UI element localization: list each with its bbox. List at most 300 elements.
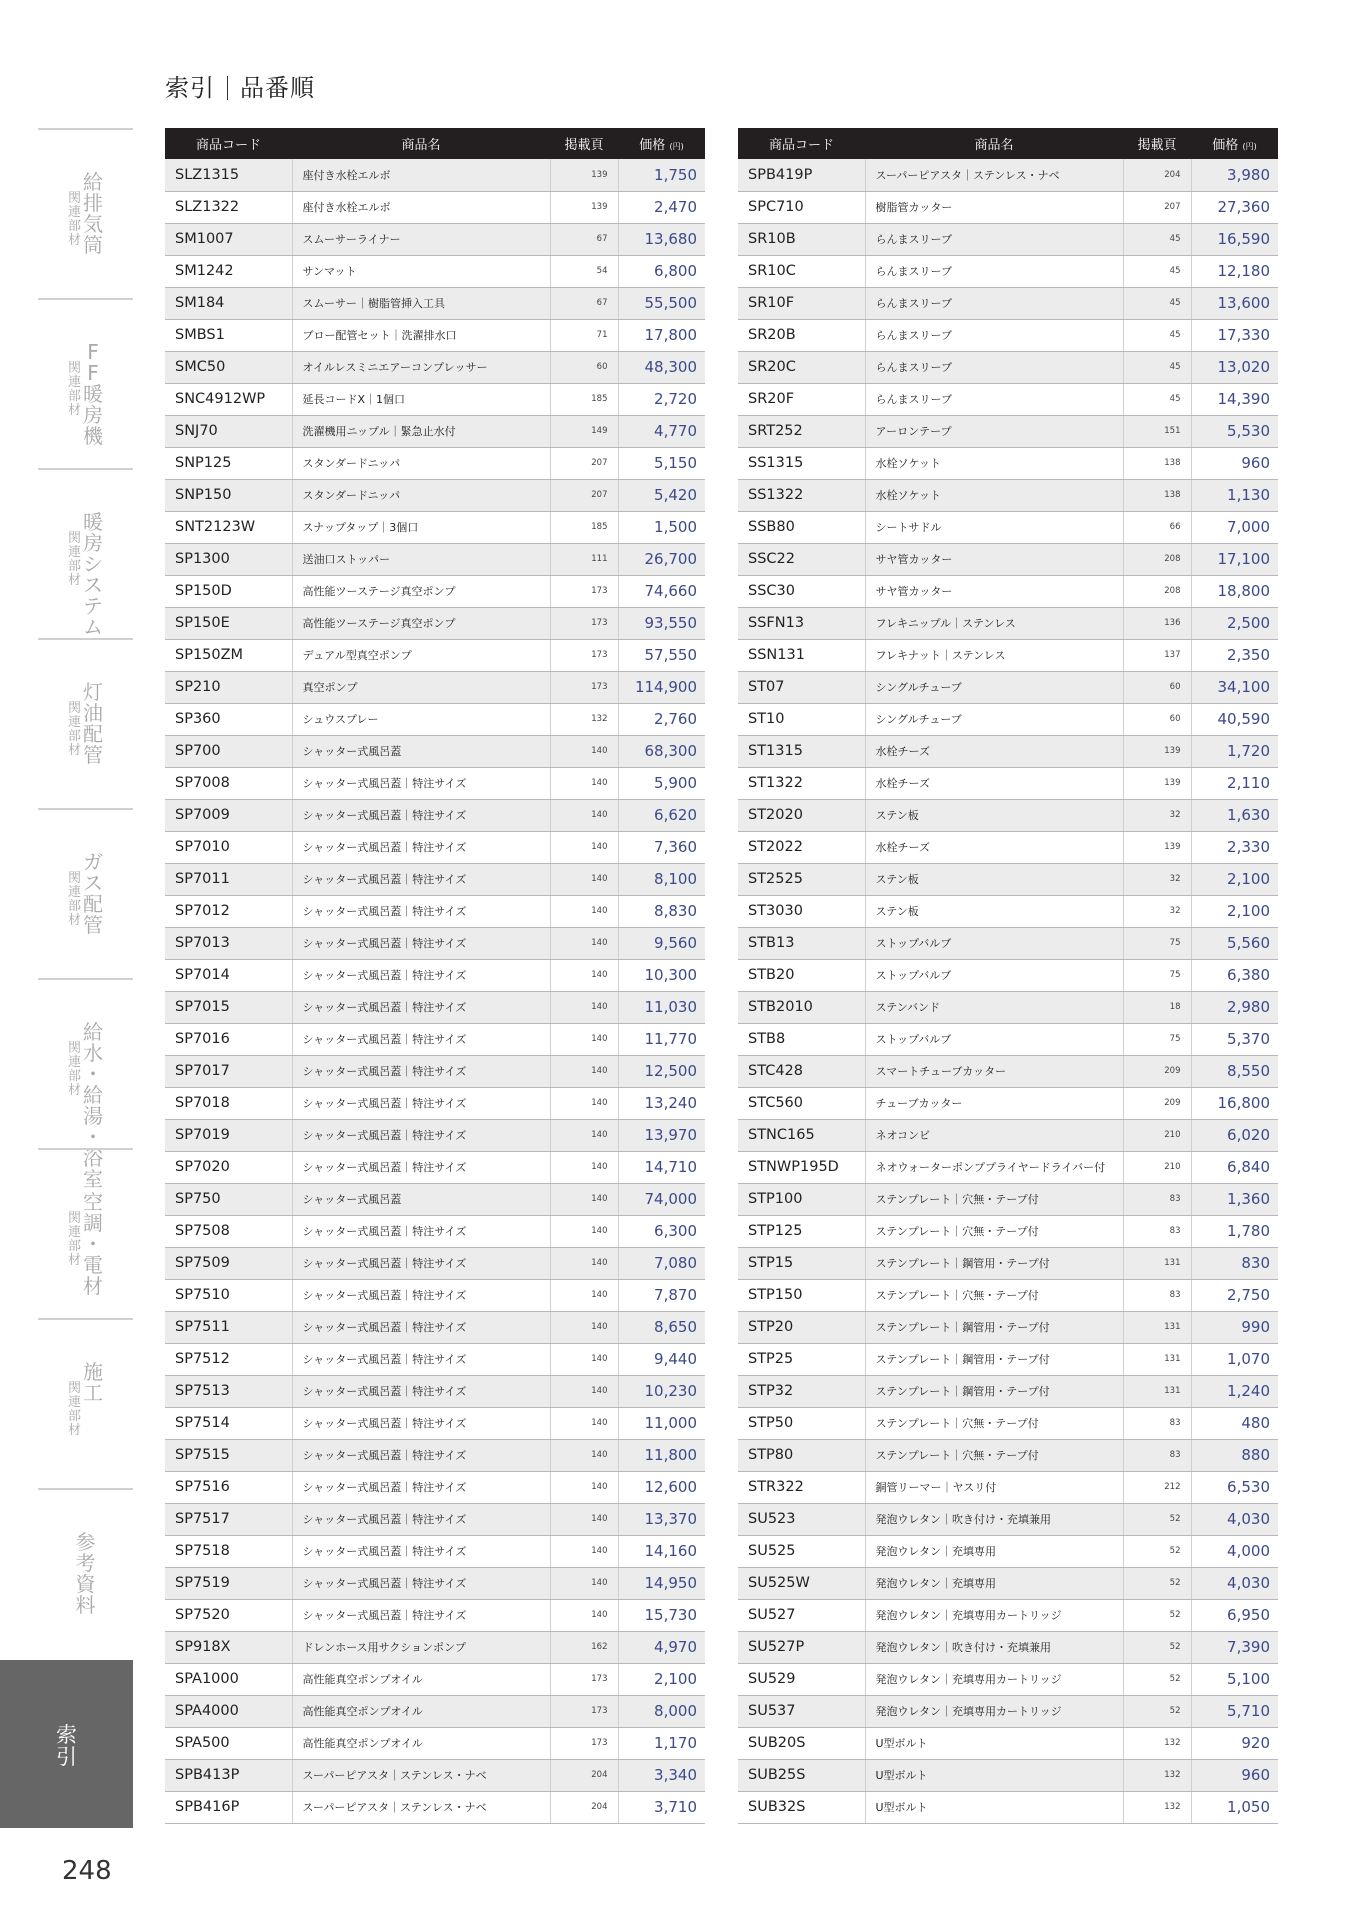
product-name: サヤ管カッター (865, 575, 1123, 607)
page-ref: 140 (550, 1567, 618, 1599)
page-ref: 140 (550, 1503, 618, 1535)
price-value: 93,550 (618, 607, 705, 639)
page-ref: 207 (550, 447, 618, 479)
table-row (165, 959, 705, 991)
page-ref: 83 (1123, 1215, 1191, 1247)
side-tab-sublabel: 関 連 部 材 (67, 1381, 81, 1438)
price-value: 6,020 (1191, 1119, 1278, 1151)
product-code: STC428 (738, 1055, 865, 1087)
product-code: STNWP195D (738, 1151, 865, 1183)
product-code: SP7010 (165, 831, 292, 863)
product-name: 発泡ウレタン｜充填専用カートリッジ (865, 1663, 1123, 1695)
product-name: 真空ポンプ (292, 671, 550, 703)
price-value: 3,980 (1191, 159, 1278, 191)
price-value: 18,800 (1191, 575, 1278, 607)
product-name: スーパーピアスタ｜ステンレス・ナベ (292, 1791, 550, 1823)
table-row (738, 1343, 1278, 1375)
product-code: STR322 (738, 1471, 865, 1503)
product-code: SP7015 (165, 991, 292, 1023)
product-code: SRT252 (738, 415, 865, 447)
page-ref: 71 (550, 319, 618, 351)
product-code: SNC4912WP (165, 383, 292, 415)
price-value: 5,370 (1191, 1023, 1278, 1055)
table-row (165, 1791, 705, 1823)
product-name: シャッター式風呂蓋｜特注サイズ (292, 991, 550, 1023)
product-code: SP7520 (165, 1599, 292, 1631)
product-name: スムーサーライナー (292, 223, 550, 255)
product-code: SNJ70 (165, 415, 292, 447)
table-row (165, 1535, 705, 1567)
side-tab-6[interactable] (38, 978, 133, 1191)
page-ref: 139 (550, 159, 618, 191)
product-name: シャッター式風呂蓋｜特注サイズ (292, 959, 550, 991)
col-header-code: 商品コード (738, 128, 865, 159)
page-ref: 32 (1123, 895, 1191, 927)
table-row (738, 511, 1278, 543)
table-row (165, 1119, 705, 1151)
product-code: SLZ1315 (165, 159, 292, 191)
price-value: 4,030 (1191, 1503, 1278, 1535)
side-tab-8[interactable] (38, 1318, 133, 1490)
product-name: ストップバルブ (865, 1023, 1123, 1055)
table-header-row (738, 128, 1278, 159)
product-name: アーロンテープ (865, 415, 1123, 447)
price-value: 1,360 (1191, 1183, 1278, 1215)
page-number: 248 (62, 1856, 112, 1886)
product-name: らんまスリーブ (865, 255, 1123, 287)
product-code: SP7509 (165, 1247, 292, 1279)
product-code: SP7514 (165, 1407, 292, 1439)
price-value: 1,500 (618, 511, 705, 543)
side-tab-label: 灯 油 配 管 (83, 680, 103, 767)
table-row (738, 1087, 1278, 1119)
side-tab-sublabel: 関 連 部 材 (67, 871, 81, 928)
product-code: ST2022 (738, 831, 865, 863)
side-tab-label: ガ ス 配 管 (83, 850, 103, 937)
table-row (165, 511, 705, 543)
product-code: SPB419P (738, 159, 865, 191)
product-name: ステン板 (865, 799, 1123, 831)
product-name: スマートチューブカッター (865, 1055, 1123, 1087)
product-code: SP7516 (165, 1471, 292, 1503)
price-value: 11,800 (618, 1439, 705, 1471)
price-value: 12,600 (618, 1471, 705, 1503)
table-row (738, 959, 1278, 991)
side-tab-label: F F 暖 房 機 (83, 340, 103, 448)
price-value: 880 (1191, 1439, 1278, 1471)
price-value: 1,720 (1191, 735, 1278, 767)
page-ref: 140 (550, 1311, 618, 1343)
table-row (165, 1663, 705, 1695)
product-code: STP50 (738, 1407, 865, 1439)
page-ref: 111 (550, 543, 618, 575)
product-code: SP7013 (165, 927, 292, 959)
product-name: シャッター式風呂蓋｜特注サイズ (292, 1279, 550, 1311)
price-value: 2,470 (618, 191, 705, 223)
product-name: 高性能ツーステージ真空ポンプ (292, 575, 550, 607)
table-row (165, 799, 705, 831)
product-name: シャッター式風呂蓋｜特注サイズ (292, 927, 550, 959)
col-header-code: 商品コード (165, 128, 292, 159)
price-value: 6,950 (1191, 1599, 1278, 1631)
product-code: SP7009 (165, 799, 292, 831)
price-value: 4,030 (1191, 1567, 1278, 1599)
price-value: 13,240 (618, 1087, 705, 1119)
product-name: ステン板 (865, 895, 1123, 927)
page-ref: 131 (1123, 1375, 1191, 1407)
product-code: STB2010 (738, 991, 865, 1023)
table-row (165, 1151, 705, 1183)
product-code: STP150 (738, 1279, 865, 1311)
product-name: ステンプレート｜穴無・テープ付 (865, 1215, 1123, 1247)
table-row (738, 1471, 1278, 1503)
price-value: 2,350 (1191, 639, 1278, 671)
product-name: デュアル型真空ポンプ (292, 639, 550, 671)
page-ref: 140 (550, 735, 618, 767)
page-ref: 136 (1123, 607, 1191, 639)
table-row (738, 1759, 1278, 1791)
side-tab-label: 空 調 ・ 電 材 (83, 1190, 103, 1298)
table-row (165, 1471, 705, 1503)
side-tab-5[interactable] (38, 808, 133, 980)
product-name: スタンダードニッパ (292, 479, 550, 511)
price-value: 6,300 (618, 1215, 705, 1247)
product-code: SM184 (165, 287, 292, 319)
product-code: ST2525 (738, 863, 865, 895)
price-value: 40,590 (1191, 703, 1278, 735)
side-tab-7[interactable] (38, 1148, 133, 1320)
product-name: 発泡ウレタン｜充填専用カートリッジ (865, 1599, 1123, 1631)
product-code: SUB25S (738, 1759, 865, 1791)
table-row (738, 447, 1278, 479)
table-row (165, 767, 705, 799)
price-value: 74,660 (618, 575, 705, 607)
product-code: STC560 (738, 1087, 865, 1119)
price-value: 74,000 (618, 1183, 705, 1215)
page-ref: 132 (1123, 1727, 1191, 1759)
table-row (165, 543, 705, 575)
price-value: 4,000 (1191, 1535, 1278, 1567)
price-value: 17,330 (1191, 319, 1278, 351)
product-code: SU523 (738, 1503, 865, 1535)
product-code: SS1322 (738, 479, 865, 511)
table-row (738, 1599, 1278, 1631)
page-ref: 139 (1123, 735, 1191, 767)
price-value: 16,590 (1191, 223, 1278, 255)
page-ref: 75 (1123, 1023, 1191, 1055)
product-name: ストップバルブ (865, 959, 1123, 991)
product-name: スタンダードニッパ (292, 447, 550, 479)
product-code: SPB413P (165, 1759, 292, 1791)
side-tab-4[interactable] (38, 638, 133, 810)
product-name: ドレンホース用サクションポンプ (292, 1631, 550, 1663)
side-tab-nav (0, 0, 133, 1920)
table-row (165, 671, 705, 703)
table-row (738, 1567, 1278, 1599)
page-ref: 209 (1123, 1087, 1191, 1119)
page-ref: 140 (550, 1151, 618, 1183)
price-value: 14,710 (618, 1151, 705, 1183)
table-row (165, 1695, 705, 1727)
product-name: U型ボルト (865, 1727, 1123, 1759)
product-name: 水栓ソケット (865, 479, 1123, 511)
page-ref: 18 (1123, 991, 1191, 1023)
table-row (738, 255, 1278, 287)
product-name: U型ボルト (865, 1759, 1123, 1791)
product-name: らんまスリーブ (865, 383, 1123, 415)
product-code: SP7518 (165, 1535, 292, 1567)
side-tab-1[interactable] (38, 128, 133, 300)
product-name: シュウスプレー (292, 703, 550, 735)
product-name: 樹脂管カッター (865, 191, 1123, 223)
table-row (738, 319, 1278, 351)
table-row (738, 479, 1278, 511)
price-value: 7,080 (618, 1247, 705, 1279)
price-value: 11,030 (618, 991, 705, 1023)
page-ref: 173 (550, 607, 618, 639)
product-code: SNP125 (165, 447, 292, 479)
price-value: 9,440 (618, 1343, 705, 1375)
table-row (738, 1407, 1278, 1439)
table-row (165, 319, 705, 351)
product-name: 発泡ウレタン｜吹き付け・充填兼用 (865, 1503, 1123, 1535)
price-value: 5,420 (618, 479, 705, 511)
side-tab-10[interactable] (0, 1660, 133, 1828)
product-name: らんまスリーブ (865, 319, 1123, 351)
product-code: SPA1000 (165, 1663, 292, 1695)
price-value: 5,100 (1191, 1663, 1278, 1695)
table-row (165, 1311, 705, 1343)
page-ref: 131 (1123, 1247, 1191, 1279)
page-ref: 140 (550, 863, 618, 895)
product-code: ST3030 (738, 895, 865, 927)
product-name: シャッター式風呂蓋｜特注サイズ (292, 895, 550, 927)
page-ref: 52 (1123, 1695, 1191, 1727)
table-row (738, 735, 1278, 767)
product-name: らんまスリーブ (865, 351, 1123, 383)
side-tab-sublabel: 関 連 部 材 (67, 1211, 81, 1268)
table-row (165, 191, 705, 223)
price-value: 57,550 (618, 639, 705, 671)
page-ref: 140 (550, 1343, 618, 1375)
page-ref: 131 (1123, 1343, 1191, 1375)
product-code: SP1300 (165, 543, 292, 575)
product-name: 水栓ソケット (865, 447, 1123, 479)
table-row (165, 1407, 705, 1439)
page-ref: 52 (1123, 1663, 1191, 1695)
table-row (165, 1215, 705, 1247)
product-name: シャッター式風呂蓋 (292, 735, 550, 767)
page-ref: 210 (1123, 1151, 1191, 1183)
table-row (165, 575, 705, 607)
side-tab-sublabel: 関 連 部 材 (67, 531, 81, 588)
price-value: 8,550 (1191, 1055, 1278, 1087)
product-code: SU525 (738, 1535, 865, 1567)
price-value: 12,500 (618, 1055, 705, 1087)
product-name: サヤ管カッター (865, 543, 1123, 575)
side-tab-9[interactable] (38, 1488, 133, 1662)
page-ref: 45 (1123, 287, 1191, 319)
table-row (165, 703, 705, 735)
product-code: SU527 (738, 1599, 865, 1631)
table-row (165, 415, 705, 447)
page-ref: 173 (550, 1695, 618, 1727)
product-code: SSFN13 (738, 607, 865, 639)
price-value: 2,750 (1191, 1279, 1278, 1311)
side-tab-2[interactable] (38, 298, 133, 470)
price-value: 8,830 (618, 895, 705, 927)
product-code: SP7011 (165, 863, 292, 895)
table-row (165, 1503, 705, 1535)
product-code: SPC710 (738, 191, 865, 223)
price-value: 5,150 (618, 447, 705, 479)
price-value: 2,100 (618, 1663, 705, 1695)
product-name: シャッター式風呂蓋｜特注サイズ (292, 1151, 550, 1183)
page-ref: 140 (550, 1599, 618, 1631)
side-tab-label: 給 水 ・ 給 湯 ・ 浴 室 (83, 1020, 103, 1191)
product-code: SP750 (165, 1183, 292, 1215)
table-row (165, 1567, 705, 1599)
product-code: ST10 (738, 703, 865, 735)
product-name: ステンプレート｜穴無・テープ付 (865, 1279, 1123, 1311)
page-ref: 52 (1123, 1503, 1191, 1535)
product-code: SP150ZM (165, 639, 292, 671)
table-row (738, 1055, 1278, 1087)
product-name: 洗濯機用ニップル｜緊急止水付 (292, 415, 550, 447)
product-name: 座付き水栓エルボ (292, 159, 550, 191)
price-value: 1,050 (1191, 1791, 1278, 1823)
product-code: SSB80 (738, 511, 865, 543)
side-tab-3[interactable] (38, 468, 133, 640)
product-code: SR10C (738, 255, 865, 287)
product-name: チューブカッター (865, 1087, 1123, 1119)
product-name: ストップバルブ (865, 927, 1123, 959)
table-row (738, 1663, 1278, 1695)
product-code: SMBS1 (165, 319, 292, 351)
price-value: 3,710 (618, 1791, 705, 1823)
page-ref: 140 (550, 1279, 618, 1311)
price-value: 960 (1191, 447, 1278, 479)
price-value: 13,970 (618, 1119, 705, 1151)
product-name: らんまスリーブ (865, 287, 1123, 319)
price-value: 13,680 (618, 223, 705, 255)
page-ref: 139 (550, 191, 618, 223)
product-code: SP7510 (165, 1279, 292, 1311)
table-row (738, 159, 1278, 191)
product-code: SPA500 (165, 1727, 292, 1759)
price-value: 8,100 (618, 863, 705, 895)
price-value: 990 (1191, 1311, 1278, 1343)
page-ref: 140 (550, 895, 618, 927)
price-value: 1,240 (1191, 1375, 1278, 1407)
index-table-right (738, 128, 1278, 1824)
product-name: シャッター式風呂蓋｜特注サイズ (292, 1055, 550, 1087)
product-code: SR10F (738, 287, 865, 319)
table-row (738, 543, 1278, 575)
page-ref: 131 (1123, 1311, 1191, 1343)
product-code: SR20F (738, 383, 865, 415)
price-value: 7,360 (618, 831, 705, 863)
page-ref: 32 (1123, 863, 1191, 895)
product-code: SP7513 (165, 1375, 292, 1407)
side-tab-sublabel: 関 連 部 材 (67, 701, 81, 758)
product-code: STP25 (738, 1343, 865, 1375)
page-ref: 140 (550, 927, 618, 959)
page-ref: 66 (1123, 511, 1191, 543)
page-ref: 139 (1123, 831, 1191, 863)
table-row (738, 1535, 1278, 1567)
page-ref: 83 (1123, 1183, 1191, 1215)
product-code: SP7519 (165, 1567, 292, 1599)
table-row (738, 1215, 1278, 1247)
price-value: 12,180 (1191, 255, 1278, 287)
page-ref: 210 (1123, 1119, 1191, 1151)
table-row (165, 255, 705, 287)
table-row (165, 1087, 705, 1119)
table-row (165, 479, 705, 511)
price-value: 6,530 (1191, 1471, 1278, 1503)
product-code: SP7012 (165, 895, 292, 927)
product-code: SU527P (738, 1631, 865, 1663)
product-code: SP150D (165, 575, 292, 607)
page-ref: 75 (1123, 927, 1191, 959)
price-value: 48,300 (618, 351, 705, 383)
product-code: SPA4000 (165, 1695, 292, 1727)
product-name: シャッター式風呂蓋｜特注サイズ (292, 863, 550, 895)
page-ref: 60 (1123, 703, 1191, 735)
col-header-page: 掲載頁 (550, 128, 618, 159)
table-row (165, 735, 705, 767)
product-name: ステンプレート｜鋼管用・テープ付 (865, 1375, 1123, 1407)
product-name: オイルレスミニエアーコンプレッサー (292, 351, 550, 383)
table-header-row (165, 128, 705, 159)
product-code: SP7517 (165, 1503, 292, 1535)
table-row (165, 1023, 705, 1055)
table-row (165, 1599, 705, 1631)
product-name: ステンプレート｜穴無・テープ付 (865, 1439, 1123, 1471)
table-row (738, 863, 1278, 895)
table-row (165, 1631, 705, 1663)
product-name: 発泡ウレタン｜充填専用 (865, 1535, 1123, 1567)
side-tab-sublabel: 関 連 部 材 (67, 1041, 81, 1098)
product-name: ネオウォーターポンププライヤードライバー付 (865, 1151, 1123, 1183)
title-divider (227, 76, 228, 100)
product-name: スーパーピアスタ｜ステンレス・ナベ (292, 1759, 550, 1791)
page-ref: 140 (550, 1055, 618, 1087)
price-value: 6,800 (618, 255, 705, 287)
product-name: シャッター式風呂蓋｜特注サイズ (292, 1023, 550, 1055)
page-ref: 45 (1123, 383, 1191, 415)
product-code: SP7515 (165, 1439, 292, 1471)
product-name: 高性能真空ポンプオイル (292, 1727, 550, 1759)
price-value: 68,300 (618, 735, 705, 767)
page-ref: 208 (1123, 543, 1191, 575)
price-value: 17,800 (618, 319, 705, 351)
table-row (165, 1439, 705, 1471)
price-value: 960 (1191, 1759, 1278, 1791)
price-value: 2,760 (618, 703, 705, 735)
table-row (738, 799, 1278, 831)
product-code: SP7018 (165, 1087, 292, 1119)
product-code: ST07 (738, 671, 865, 703)
product-name: シャッター式風呂蓋｜特注サイズ (292, 1311, 550, 1343)
price-value: 8,650 (618, 1311, 705, 1343)
product-code: STB13 (738, 927, 865, 959)
page-ref: 185 (550, 511, 618, 543)
page-ref: 52 (1123, 1567, 1191, 1599)
page-ref: 140 (550, 1471, 618, 1503)
product-name: シャッター式風呂蓋 (292, 1183, 550, 1215)
